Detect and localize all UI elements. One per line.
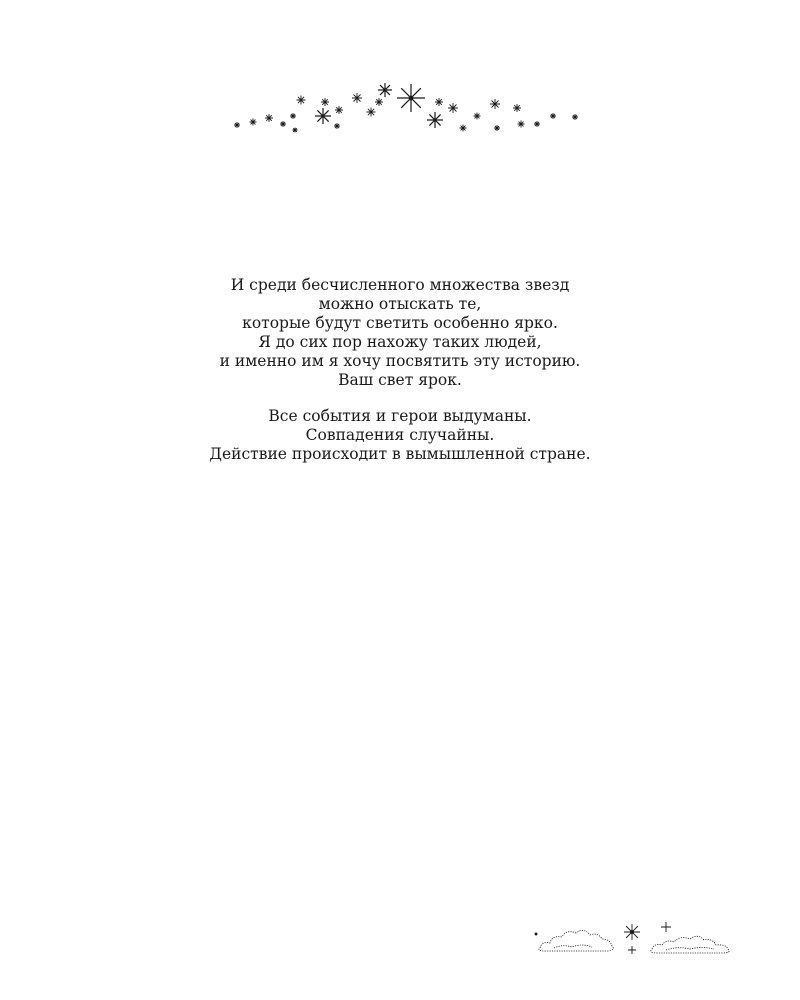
- stars-ornament-icon: [225, 72, 585, 142]
- sparkle-star-core-icon: [476, 115, 478, 117]
- sparkle-star-core-icon: [409, 96, 413, 100]
- sparkle-star-core-icon: [494, 103, 496, 105]
- paragraph-gap: [0, 390, 800, 407]
- sparkle-star-core-icon: [356, 97, 358, 99]
- dedication-text: [0, 276, 800, 464]
- sparkle-star-core-icon: [300, 99, 302, 101]
- sparkle-star-core-icon: [338, 109, 340, 111]
- sparkle-star-core-icon: [370, 111, 372, 113]
- sparkle-star-core-icon: [268, 117, 270, 119]
- clouds-ornament-icon: [532, 918, 754, 962]
- sparkle-star-core-icon: [452, 107, 454, 109]
- sparkle-star-core-icon: [520, 123, 522, 125]
- sparkle-star-core-icon: [496, 127, 498, 129]
- sparkle-star-core-icon: [434, 119, 436, 121]
- dedication-line: И среди бесчисленного множества звезд: [230, 276, 570, 294]
- sparkle-star-core-icon: [384, 89, 386, 91]
- dedication-line: Я до сих пор нахожу таких людей,: [258, 333, 542, 351]
- sparkle-star-core-icon: [536, 123, 538, 125]
- dedication-line: и именно им я хочу посвятить эту историю.: [219, 352, 581, 370]
- sparkle-star-core-icon: [516, 107, 518, 109]
- dedication-line: Ваш свет ярок.: [338, 371, 462, 389]
- sparkle-star-core-icon: [282, 123, 284, 125]
- sparkle-star-core-icon: [324, 101, 326, 103]
- disclaimer-line: Действие происходит в вымышленной стране.: [209, 445, 591, 463]
- sparkle-star-core-icon: [462, 127, 464, 129]
- sparkle-star-core-icon: [292, 115, 294, 117]
- dedication-line: можно отыскать те,: [318, 295, 482, 313]
- dedication-line: которые будут светить особенно ярко.: [242, 314, 558, 332]
- sparkle-star-core-icon: [574, 116, 576, 118]
- disclaimer-line: Совпадения случайны.: [305, 426, 495, 444]
- sparkle-star-core-icon: [322, 115, 324, 117]
- sparkle-star-core-icon: [336, 125, 338, 127]
- sparkle-star-core-icon: [438, 101, 440, 103]
- sparkle-star-core-icon: [294, 129, 296, 131]
- sparkle-star-core-icon: [552, 115, 554, 117]
- sparkle-star-core-icon: [378, 101, 380, 103]
- sparkle-star-core-icon: [252, 121, 254, 123]
- disclaimer-line: Все события и герои выдуманы.: [268, 407, 532, 425]
- sparkle-star-core-icon: [236, 124, 238, 126]
